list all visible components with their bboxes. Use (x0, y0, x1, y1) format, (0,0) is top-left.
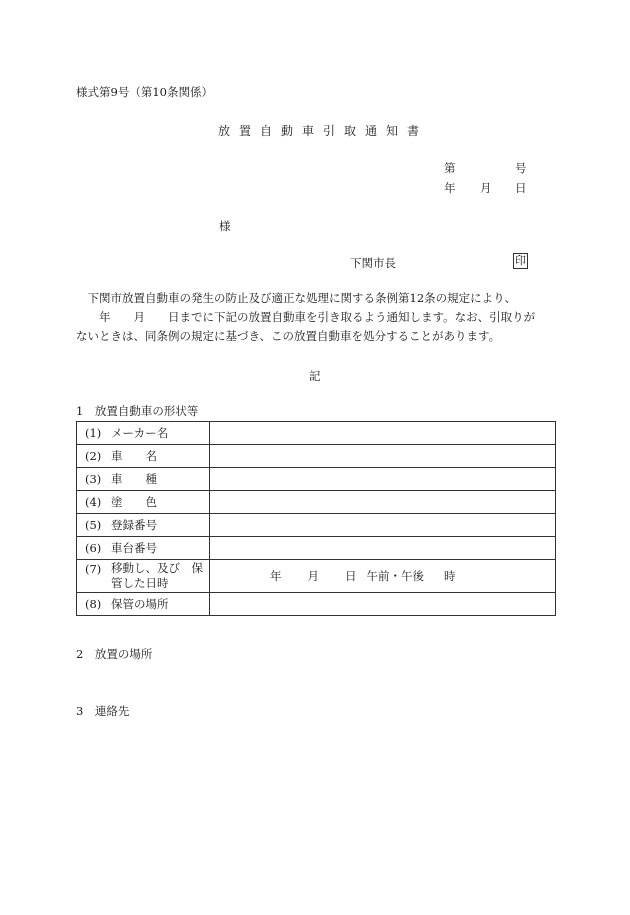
date-day-label: 日 (515, 181, 527, 195)
notice-body (76, 289, 560, 346)
body-line-1: 下関市放置自動車の発生の防止及び適正な処理に関する条例第12条の規定により、 (76, 291, 517, 305)
table-row-car-name (77, 445, 556, 468)
row-label: 車 名 (111, 449, 157, 463)
label-cell (77, 491, 210, 514)
moved-datetime-cell[interactable] (210, 560, 556, 593)
table-row-moved-datetime (77, 560, 556, 593)
vehicle-info-table (76, 421, 556, 616)
row-label: 保管の場所 (111, 597, 169, 611)
row-number: (6) (85, 541, 102, 555)
color-value-cell[interactable] (210, 491, 556, 514)
datetime-ampm: 午前・午後 (366, 569, 424, 583)
label-cell (77, 468, 210, 491)
row-number: (5) (85, 518, 102, 532)
row-label-line-1: 移動し、及び 保 (111, 561, 203, 575)
chassis-value-cell[interactable] (210, 537, 556, 560)
form-number: 様式第9号（第10条関係） (76, 85, 213, 99)
label-cell (77, 422, 210, 445)
table-row-color (77, 491, 556, 514)
body-line-2: 年 月 日までに下記の放置自動車を引き取るよう通知します。なお、引取りが (76, 310, 536, 324)
row-number: (3) (85, 472, 102, 486)
row-label: 車 種 (111, 472, 157, 486)
row-label: 登録番号 (111, 518, 157, 532)
number-prefix: 第 (444, 161, 456, 175)
label-cell (77, 537, 210, 560)
storage-place-value-cell[interactable] (210, 593, 556, 616)
row-label-line-2: 管した日時 (111, 576, 169, 590)
row-number: (8) (85, 597, 102, 611)
row-number: (7) (85, 562, 102, 576)
table-row-registration (77, 514, 556, 537)
label-cell (77, 560, 210, 593)
datetime-day: 日 (345, 569, 357, 583)
datetime-month: 月 (307, 569, 319, 583)
car-type-value-cell[interactable] (210, 468, 556, 491)
registration-value-cell[interactable] (210, 514, 556, 537)
body-line-3: ないときは、同条例の規定に基づき、この放置自動車を処分することがあります。 (76, 329, 501, 343)
table-row-maker (77, 422, 556, 445)
row-label: 車台番号 (111, 541, 157, 555)
table-row-storage-place (77, 593, 556, 616)
document-title: 放置自動車引取通知書 (217, 124, 428, 138)
date-year-label: 年 (444, 181, 456, 195)
ki-heading: 記 (309, 369, 321, 383)
number-suffix: 号 (515, 161, 527, 175)
addressee-suffix: 様 (219, 219, 231, 233)
row-label: メーカー名 (111, 426, 169, 440)
row-label: 塗 色 (111, 495, 157, 509)
row-number: (4) (85, 495, 102, 509)
table-row-car-type (77, 468, 556, 491)
date-month-label: 月 (480, 181, 492, 195)
row-number: (2) (85, 449, 102, 463)
row-number: (1) (85, 426, 102, 440)
datetime-hour: 時 (444, 569, 456, 583)
car-name-value-cell[interactable] (210, 445, 556, 468)
datetime-year: 年 (270, 569, 282, 583)
sender-name: 下関市長 (350, 256, 396, 270)
label-cell (77, 593, 210, 616)
maker-value-cell[interactable] (210, 422, 556, 445)
seal-mark: 印 (515, 254, 526, 267)
section-2-heading: 2 放置の場所 (76, 647, 153, 661)
label-cell (77, 514, 210, 537)
section-3-heading: 3 連絡先 (76, 704, 130, 718)
table-row-chassis (77, 537, 556, 560)
section-1-heading: 1 放置自動車の形状等 (76, 404, 199, 418)
label-cell (77, 445, 210, 468)
